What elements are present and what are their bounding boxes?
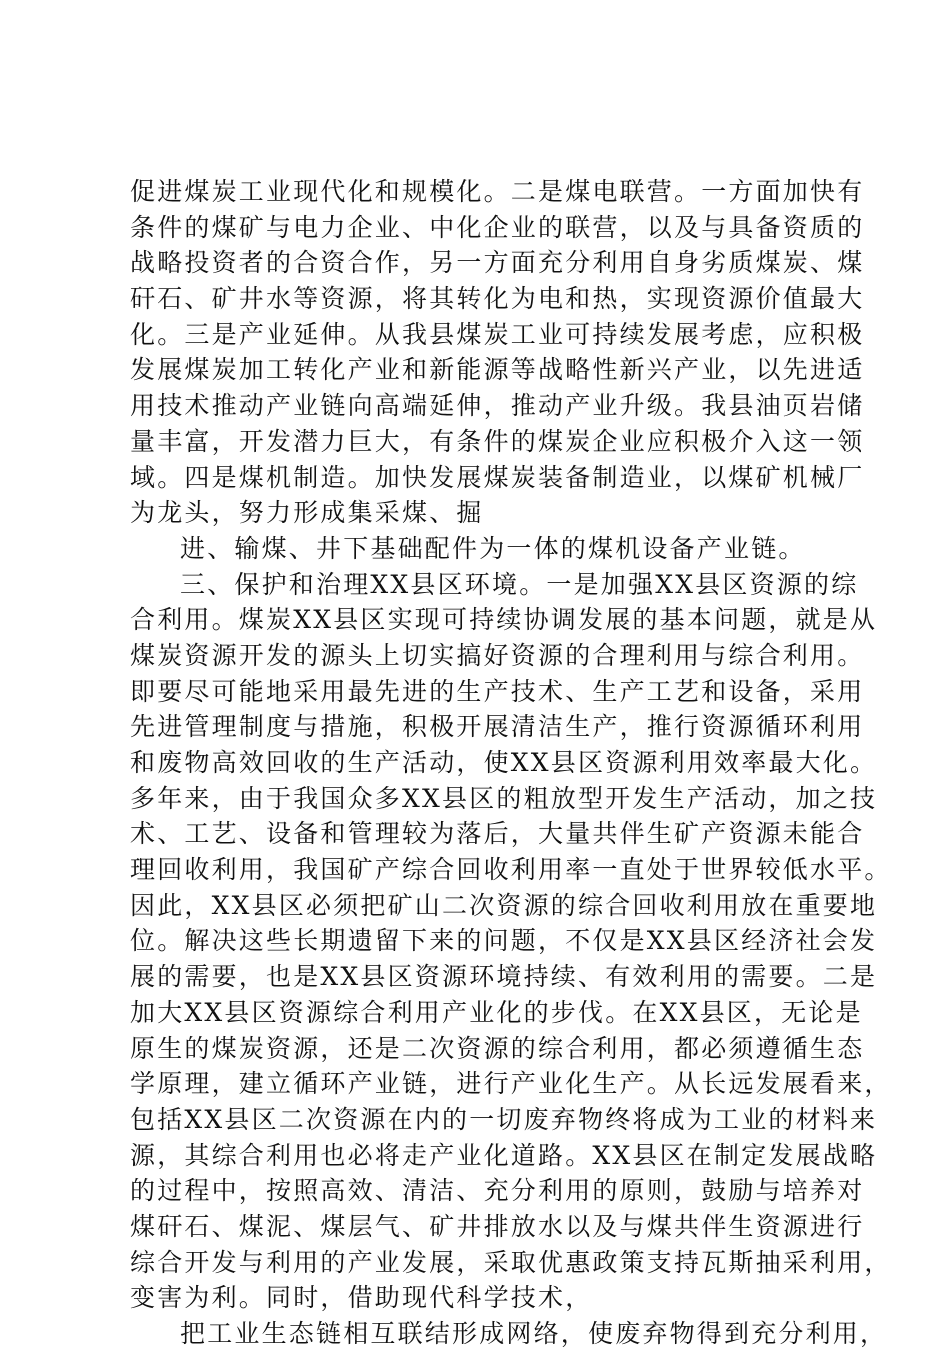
text-line: 包括XX县区二次资源在内的一切废弃物终将成为工业的材料来 — [130, 1104, 878, 1134]
text-line: 先进管理制度与措施，积极开展清洁生产，推行资源循环利用 — [130, 712, 865, 742]
text-line: 和废物高效回收的生产活动，使XX县区资源利用效率最大化。 — [130, 748, 878, 777]
text-line: 综合开发与利用的产业发展，采取优惠政策支持瓦斯抽采利用， — [130, 1247, 892, 1277]
body-text — [130, 174, 892, 1352]
text-line: 合利用。煤炭XX县区实现可持续协调发展的基本问题，就是从 — [130, 605, 878, 635]
text-line: 三、保护和治理XX县区环境。一是加强XX县区资源的综 — [180, 569, 859, 599]
text-line: 原生的煤炭资源，还是二次资源的综合利用，都必须遵循生态 — [130, 1033, 865, 1063]
text-line: 煤矸石、煤泥、煤层气、矿井排放水以及与煤共伴生资源进行 — [130, 1211, 865, 1241]
text-line: 进、输煤、井下基础配件为一体的煤机设备产业链。 — [180, 533, 806, 563]
text-line: 促进煤炭工业现代化和规模化。二是煤电联营。一方面加快有 — [130, 177, 865, 206]
text-line: 用技术推动产业链向高端延伸，推动产业升级。我县油页岩储 — [130, 391, 865, 421]
text-line: 把工业生态链相互联结形成网络，使废弃物得到充分利用， — [180, 1319, 888, 1348]
text-line: 域。四是煤机制造。加快发展煤炭装备制造业，以煤矿机械厂 — [130, 462, 865, 492]
text-line: 学原理，建立循环产业链，进行产业化生产。从长远发展看来， — [130, 1069, 892, 1099]
text-line: 多年来，由于我国众多XX县区的粗放型开发生产活动，加之技 — [130, 783, 878, 813]
text-line: 即要尽可能地采用最先进的生产技术、生产工艺和设备，采用 — [130, 676, 865, 706]
text-line: 矸石、矿井水等资源，将其转化为电和热，实现资源价值最大 — [130, 284, 865, 314]
text-line: 的过程中，按照高效、清洁、充分利用的原则，鼓励与培养对 — [130, 1176, 865, 1206]
text-line: 化。三是产业延伸。从我县煤炭工业可持续发展考虑，应积极 — [130, 319, 865, 349]
text-line: 展的需要，也是XX县区资源环境持续、有效利用的需要。二是 — [130, 962, 878, 992]
text-line: 加大XX县区资源综合利用产业化的步伐。在XX县区，无论是 — [130, 997, 863, 1027]
text-line: 因此，XX县区必须把矿山二次资源的综合回收利用放在重要地 — [130, 890, 878, 920]
text-line: 煤炭资源开发的源头上切实搞好资源的合理利用与综合利用。 — [130, 640, 865, 670]
text-line: 为龙头，努力形成集采煤、掘 — [130, 498, 484, 528]
text-line: 术、工艺、设备和管理较为落后，大量共伴生矿产资源未能合 — [130, 819, 865, 849]
text-line: 源，其综合利用也必将走产业化道路。XX县区在制定发展战略 — [130, 1140, 878, 1170]
text-line: 变害为利。同时，借助现代科学技术， — [130, 1283, 593, 1313]
text-line: 战略投资者的合资合作，另一方面充分利用自身劣质煤炭、煤 — [130, 248, 865, 278]
text-line: 条件的煤矿与电力企业、中化企业的联营，以及与具备资质的 — [130, 212, 865, 242]
text-line: 发展煤炭加工转化产业和新能源等战略性新兴产业，以先进适 — [130, 355, 865, 385]
text-line: 量丰富，开发潜力巨大，有条件的煤炭企业应积极介入这一领 — [130, 426, 865, 456]
text-line: 理回收利用，我国矿产综合回收利用率一直处于世界较低水平。 — [130, 855, 892, 885]
text-line: 位。解决这些长期遗留下来的问题，不仅是XX县区经济社会发 — [130, 926, 878, 956]
